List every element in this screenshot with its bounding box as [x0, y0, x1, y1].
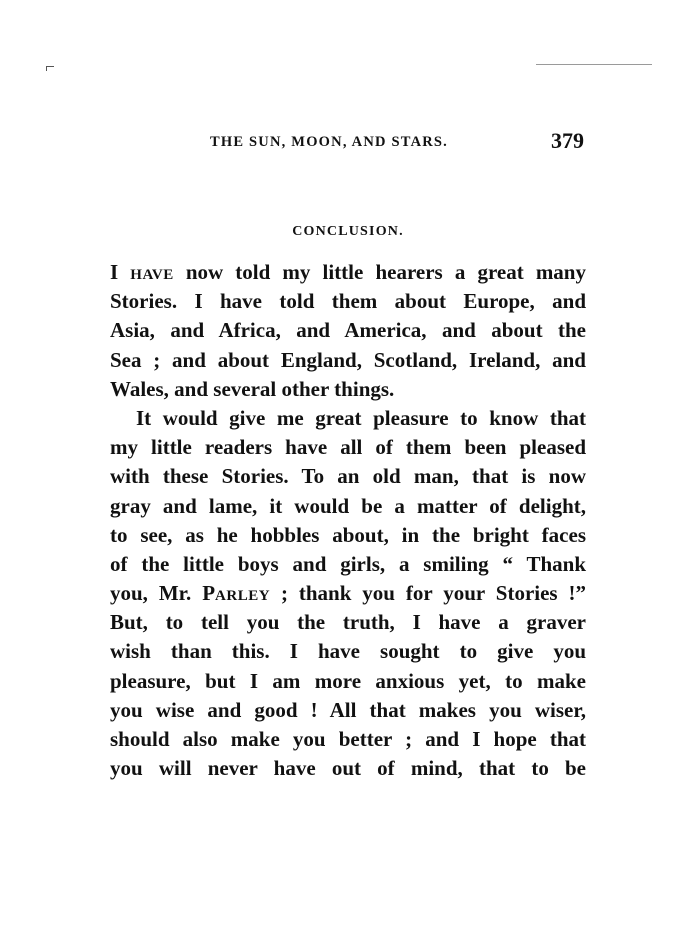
text-line: you, Mr. PARLEY ; thank you for your Stories !”	[110, 581, 586, 606]
text-line: It would give me great pleasure to know that	[136, 405, 586, 430]
text-line: to see, as he hobbles about, in the bright faces	[110, 522, 586, 547]
text-line: of the little boys and girls, a smiling “ Thank	[110, 551, 586, 576]
text-line: Stories. I have told them about Europe, and	[110, 289, 586, 314]
running-head	[110, 128, 586, 158]
body-text	[110, 258, 586, 783]
page-number: 379	[551, 128, 584, 153]
scan-mark-top-right	[536, 64, 652, 65]
small-caps-word: HAVE	[130, 267, 174, 283]
text-line: Asia, and Africa, and America, and about the	[110, 318, 586, 343]
text-line: you wise and good ! All that makes you wiser,	[110, 697, 586, 722]
text-line: I HAVE now told my little hearers a great many	[110, 260, 586, 284]
scan-mark-left	[46, 66, 54, 67]
running-title: THE SUN, MOON, AND STARS.	[210, 134, 448, 150]
text-line: gray and lame, it would be a matter of delight,	[110, 493, 586, 518]
text-line: should also make you better ; and I hope that	[110, 727, 586, 751]
text-line: pleasure, but I am more anxious yet, to make	[110, 668, 586, 693]
scan-mark-left-tick	[46, 66, 47, 71]
small-caps-name: ARLEY	[215, 588, 271, 605]
text-line: Wales, and several other things.	[110, 376, 395, 401]
text-line: But, to tell you the truth, I have a graver	[110, 610, 586, 635]
drop-initial: I	[110, 260, 131, 284]
text-line: wish than this. I have sought to give you	[110, 639, 586, 664]
text-line: with these Stories. To an old man, that is now	[110, 464, 586, 489]
text-line: you will never have out of mind, that to be	[110, 756, 586, 781]
text-line: Sea ; and about England, Scotland, Ireland, and	[110, 347, 586, 372]
text-line: my little readers have all of them been pleased	[110, 435, 586, 460]
section-heading: CONCLUSION.	[292, 224, 404, 239]
